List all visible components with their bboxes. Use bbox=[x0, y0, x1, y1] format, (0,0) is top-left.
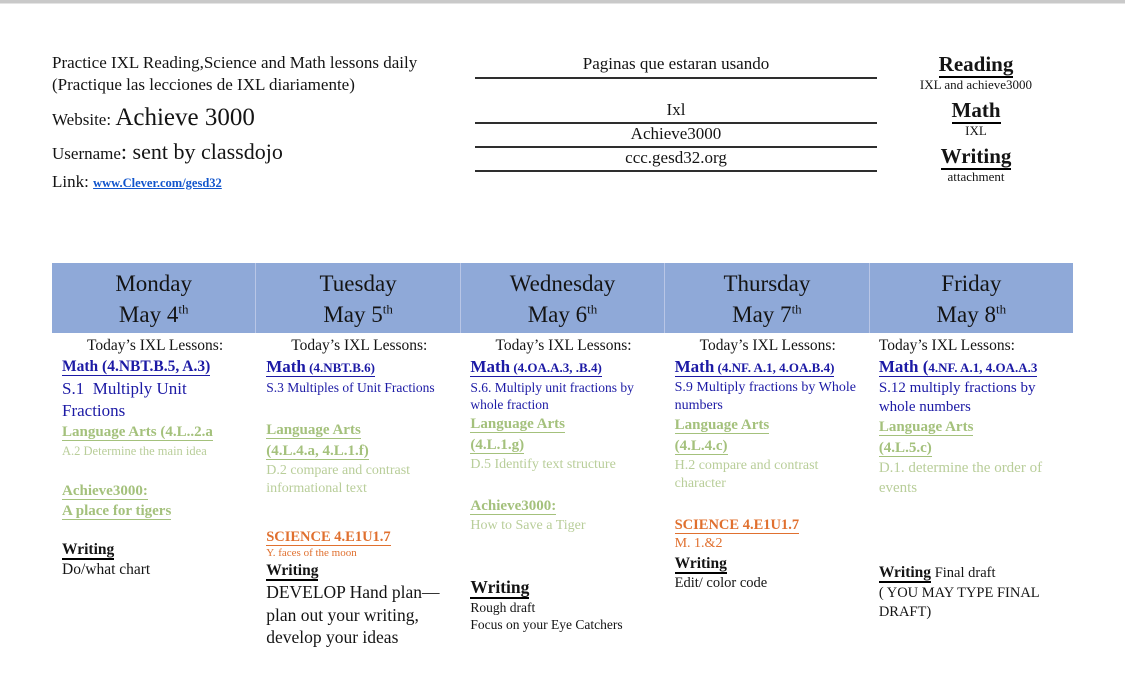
pages-panel-title: Paginas que estaran usando bbox=[475, 54, 877, 79]
subject-math-title bbox=[877, 98, 1075, 123]
day-column-monday bbox=[52, 333, 256, 673]
subjects-block bbox=[877, 52, 1075, 185]
subject-reading-title bbox=[877, 52, 1075, 77]
math-heading-label: Math bbox=[266, 357, 306, 376]
language-arts-detail: D.2 compare and contrast informational text bbox=[266, 463, 411, 497]
day-date-ordinal: th bbox=[178, 301, 189, 317]
language-arts-heading bbox=[266, 420, 452, 441]
language-arts-heading bbox=[879, 417, 1065, 438]
pages-row-ccc: ccc.gesd32.org bbox=[475, 148, 877, 172]
math-detail: S.3 Multiples of Unit Fractions bbox=[266, 380, 435, 395]
website-value: Achieve 3000 bbox=[115, 104, 255, 131]
today-lessons-heading: Today’s IXL Lessons: bbox=[87, 337, 224, 354]
writing-heading bbox=[879, 562, 1065, 584]
writing-detail: Edit/ color code bbox=[674, 574, 768, 591]
language-arts-standards bbox=[675, 436, 861, 457]
writing-detail: DEVELOP Hand plan—plan out your writing, develop your ideas bbox=[266, 582, 440, 648]
day-date-text: May 5 bbox=[323, 302, 383, 327]
math-heading-label: Math (4.NBT.B.5, A.3) bbox=[62, 358, 211, 375]
day-date-ordinal: th bbox=[995, 301, 1007, 317]
writing-heading bbox=[470, 575, 656, 599]
math-heading bbox=[879, 356, 1065, 379]
writing-heading bbox=[266, 560, 452, 581]
science-heading bbox=[266, 527, 452, 547]
today-lessons-heading: Today’s IXL Lessons: bbox=[291, 337, 428, 354]
subject-reading-detail: IXL and achieve3000 bbox=[919, 77, 1033, 92]
day-date bbox=[461, 299, 664, 330]
username-label: Username bbox=[52, 144, 121, 163]
math-heading-standards: (4.NF. A.1, 4.OA.B.4) bbox=[714, 360, 835, 375]
language-arts-standards-label: (4.L.4.c) bbox=[674, 437, 728, 454]
practice-instructions: Practice IXL Reading,Science and Math lessons daily (Practique las lecciones de IXL diariamente) bbox=[52, 53, 418, 94]
spacer bbox=[879, 498, 1065, 562]
achieve3000-heading bbox=[470, 496, 656, 516]
language-arts-heading bbox=[470, 414, 656, 435]
subject-math-label: Math bbox=[951, 98, 1001, 122]
language-arts-detail: H.2 compare and contrast character bbox=[674, 457, 819, 491]
day-date-text: May 8 bbox=[936, 302, 996, 327]
science-label: SCIENCE 4.E1U1.7 bbox=[674, 517, 800, 534]
writing-label: Writing bbox=[878, 564, 932, 582]
math-detail: S.12 multiply fractions by whole numbers bbox=[878, 380, 1040, 416]
math-heading-label: Math ( bbox=[878, 357, 929, 376]
language-arts-detail: D.1. determine the order of events bbox=[878, 460, 1043, 496]
achieve3000-label: Achieve3000: bbox=[62, 482, 148, 499]
writing-detail-line2: Focus on your Eye Catchers bbox=[470, 616, 623, 632]
day-header-wednesday bbox=[461, 263, 665, 333]
spacer bbox=[62, 459, 248, 481]
language-arts-standards bbox=[470, 435, 656, 456]
science-heading bbox=[675, 515, 861, 535]
subject-writing bbox=[877, 144, 1075, 185]
website-line bbox=[52, 103, 464, 136]
math-heading-label: Math bbox=[674, 357, 715, 376]
subject-writing-label: Writing bbox=[940, 144, 1012, 168]
math-heading bbox=[675, 356, 861, 379]
math-detail: S.9 Multiply fractions by Whole numbers bbox=[674, 380, 860, 413]
day-date-text: May 7 bbox=[732, 302, 792, 327]
subject-writing-title bbox=[877, 144, 1075, 169]
writing-detail-line1: Rough draft bbox=[470, 599, 536, 615]
day-column-wednesday bbox=[460, 333, 664, 673]
day-name: Thursday bbox=[723, 271, 811, 296]
writing-detail: ( YOU MAY TYPE FINAL DRAFT) bbox=[878, 585, 1040, 620]
language-arts-standards bbox=[879, 438, 1065, 459]
subject-reading-label: Reading bbox=[938, 52, 1014, 76]
today-lessons-heading: Today’s IXL Lessons: bbox=[699, 337, 836, 354]
pages-row-ixl: Ixl bbox=[475, 100, 877, 124]
day-date-text: May 6 bbox=[527, 302, 588, 327]
day-header-monday bbox=[52, 263, 256, 333]
language-arts-label: Language Arts bbox=[878, 419, 974, 436]
writing-heading bbox=[62, 539, 248, 560]
math-heading bbox=[470, 356, 656, 379]
language-arts-standards-label: (4.L.5.c) bbox=[878, 440, 932, 457]
week-body-row bbox=[52, 333, 1073, 673]
subject-writing-detail: attachment bbox=[947, 169, 1005, 184]
day-header-tuesday bbox=[256, 263, 460, 333]
pages-row-achieve3000: Achieve3000 bbox=[475, 124, 877, 148]
subject-reading bbox=[877, 52, 1075, 93]
spacer bbox=[470, 535, 656, 575]
language-arts-heading bbox=[675, 415, 861, 436]
day-name: Monday bbox=[115, 271, 193, 296]
achieve3000-article bbox=[62, 501, 248, 521]
language-arts-label: Language Arts bbox=[674, 416, 770, 433]
username-value: : sent by classdojo bbox=[120, 139, 283, 164]
language-arts-standards-label: (4.L.4.a, 4.L.1.f) bbox=[266, 443, 369, 460]
spacer bbox=[470, 474, 656, 496]
writing-label: Writing bbox=[62, 540, 115, 558]
science-detail: Y. faces of the moon bbox=[266, 546, 357, 559]
language-arts-standards bbox=[266, 441, 452, 462]
spacer bbox=[675, 493, 861, 515]
website-label: Website: bbox=[52, 110, 116, 129]
achieve3000-label: Achieve3000: bbox=[470, 497, 557, 514]
math-heading-standards: 4.NF. A.1, 4.OA.A.3 bbox=[928, 360, 1038, 375]
writing-label: Writing bbox=[266, 562, 319, 580]
today-lessons-heading: Today’s IXL Lessons: bbox=[878, 337, 1015, 354]
math-detail: S.1 Multiply Unit Fractions bbox=[62, 379, 191, 420]
day-column-tuesday bbox=[256, 333, 460, 673]
language-arts-heading bbox=[62, 422, 248, 443]
day-header-thursday bbox=[665, 263, 869, 333]
day-date-ordinal: th bbox=[382, 301, 393, 317]
language-arts-label: Language Arts (4.L..2.a bbox=[62, 423, 213, 440]
achieve3000-heading bbox=[62, 481, 248, 501]
writing-label: Writing bbox=[470, 576, 530, 597]
today-lessons-heading: Today’s IXL Lessons: bbox=[495, 337, 632, 354]
language-arts-standards-label: (4.L.1.g) bbox=[470, 436, 525, 453]
day-name: Wednesday bbox=[509, 271, 616, 296]
language-arts-label: Language Arts bbox=[470, 415, 565, 432]
week-header-row bbox=[52, 263, 1073, 333]
math-heading-standards: (4.OA.A.3, .B.4) bbox=[510, 360, 602, 375]
day-date-text: May 4 bbox=[118, 302, 179, 327]
writing-label: Writing bbox=[674, 554, 727, 572]
language-arts-detail: A.2 Determine the main idea bbox=[62, 443, 207, 458]
science-detail: M. 1.&2 bbox=[674, 536, 723, 552]
day-name: Friday bbox=[941, 271, 1002, 296]
day-column-friday bbox=[869, 333, 1073, 673]
writing-heading bbox=[675, 553, 861, 574]
spacer bbox=[62, 521, 248, 539]
username-line bbox=[52, 138, 464, 169]
day-date bbox=[870, 299, 1073, 330]
clever-link[interactable]: www.Clever.com/gesd32 bbox=[93, 176, 222, 190]
language-arts-label: Language Arts bbox=[266, 422, 361, 439]
science-label: SCIENCE 4.E1U1.7 bbox=[266, 528, 391, 545]
writing-inline-note: Final draft bbox=[931, 565, 996, 582]
top-chrome-bar bbox=[0, 0, 1125, 4]
spacer bbox=[266, 396, 452, 420]
subject-math-detail: IXL bbox=[965, 123, 987, 138]
achieve3000-article-title: A place for tigers bbox=[62, 502, 172, 519]
spacer bbox=[266, 499, 452, 527]
day-column-thursday bbox=[665, 333, 869, 673]
day-date-ordinal: th bbox=[791, 301, 802, 317]
day-date bbox=[665, 299, 868, 330]
math-detail: S.6. Multiply unit fractions by whole fraction bbox=[470, 380, 638, 413]
writing-detail: Do/what chart bbox=[62, 560, 151, 578]
language-arts-detail: D.5 Identify text structure bbox=[470, 456, 616, 472]
day-header-friday bbox=[870, 263, 1073, 333]
info-block bbox=[52, 52, 464, 194]
day-date-ordinal: th bbox=[587, 301, 598, 317]
math-heading-label: Math bbox=[470, 357, 511, 376]
achieve3000-article-title: How to Save a Tiger bbox=[470, 517, 586, 533]
math-heading bbox=[266, 356, 452, 379]
math-heading-standards: (4.NBT.B.6) bbox=[305, 360, 375, 375]
math-heading bbox=[62, 356, 248, 378]
week-table bbox=[52, 263, 1073, 673]
subject-math bbox=[877, 98, 1075, 139]
link-label: Link: bbox=[52, 172, 94, 191]
link-line bbox=[52, 171, 464, 194]
day-date bbox=[52, 299, 255, 330]
day-date bbox=[256, 299, 459, 330]
pages-panel bbox=[475, 54, 877, 172]
day-name: Tuesday bbox=[319, 271, 397, 296]
